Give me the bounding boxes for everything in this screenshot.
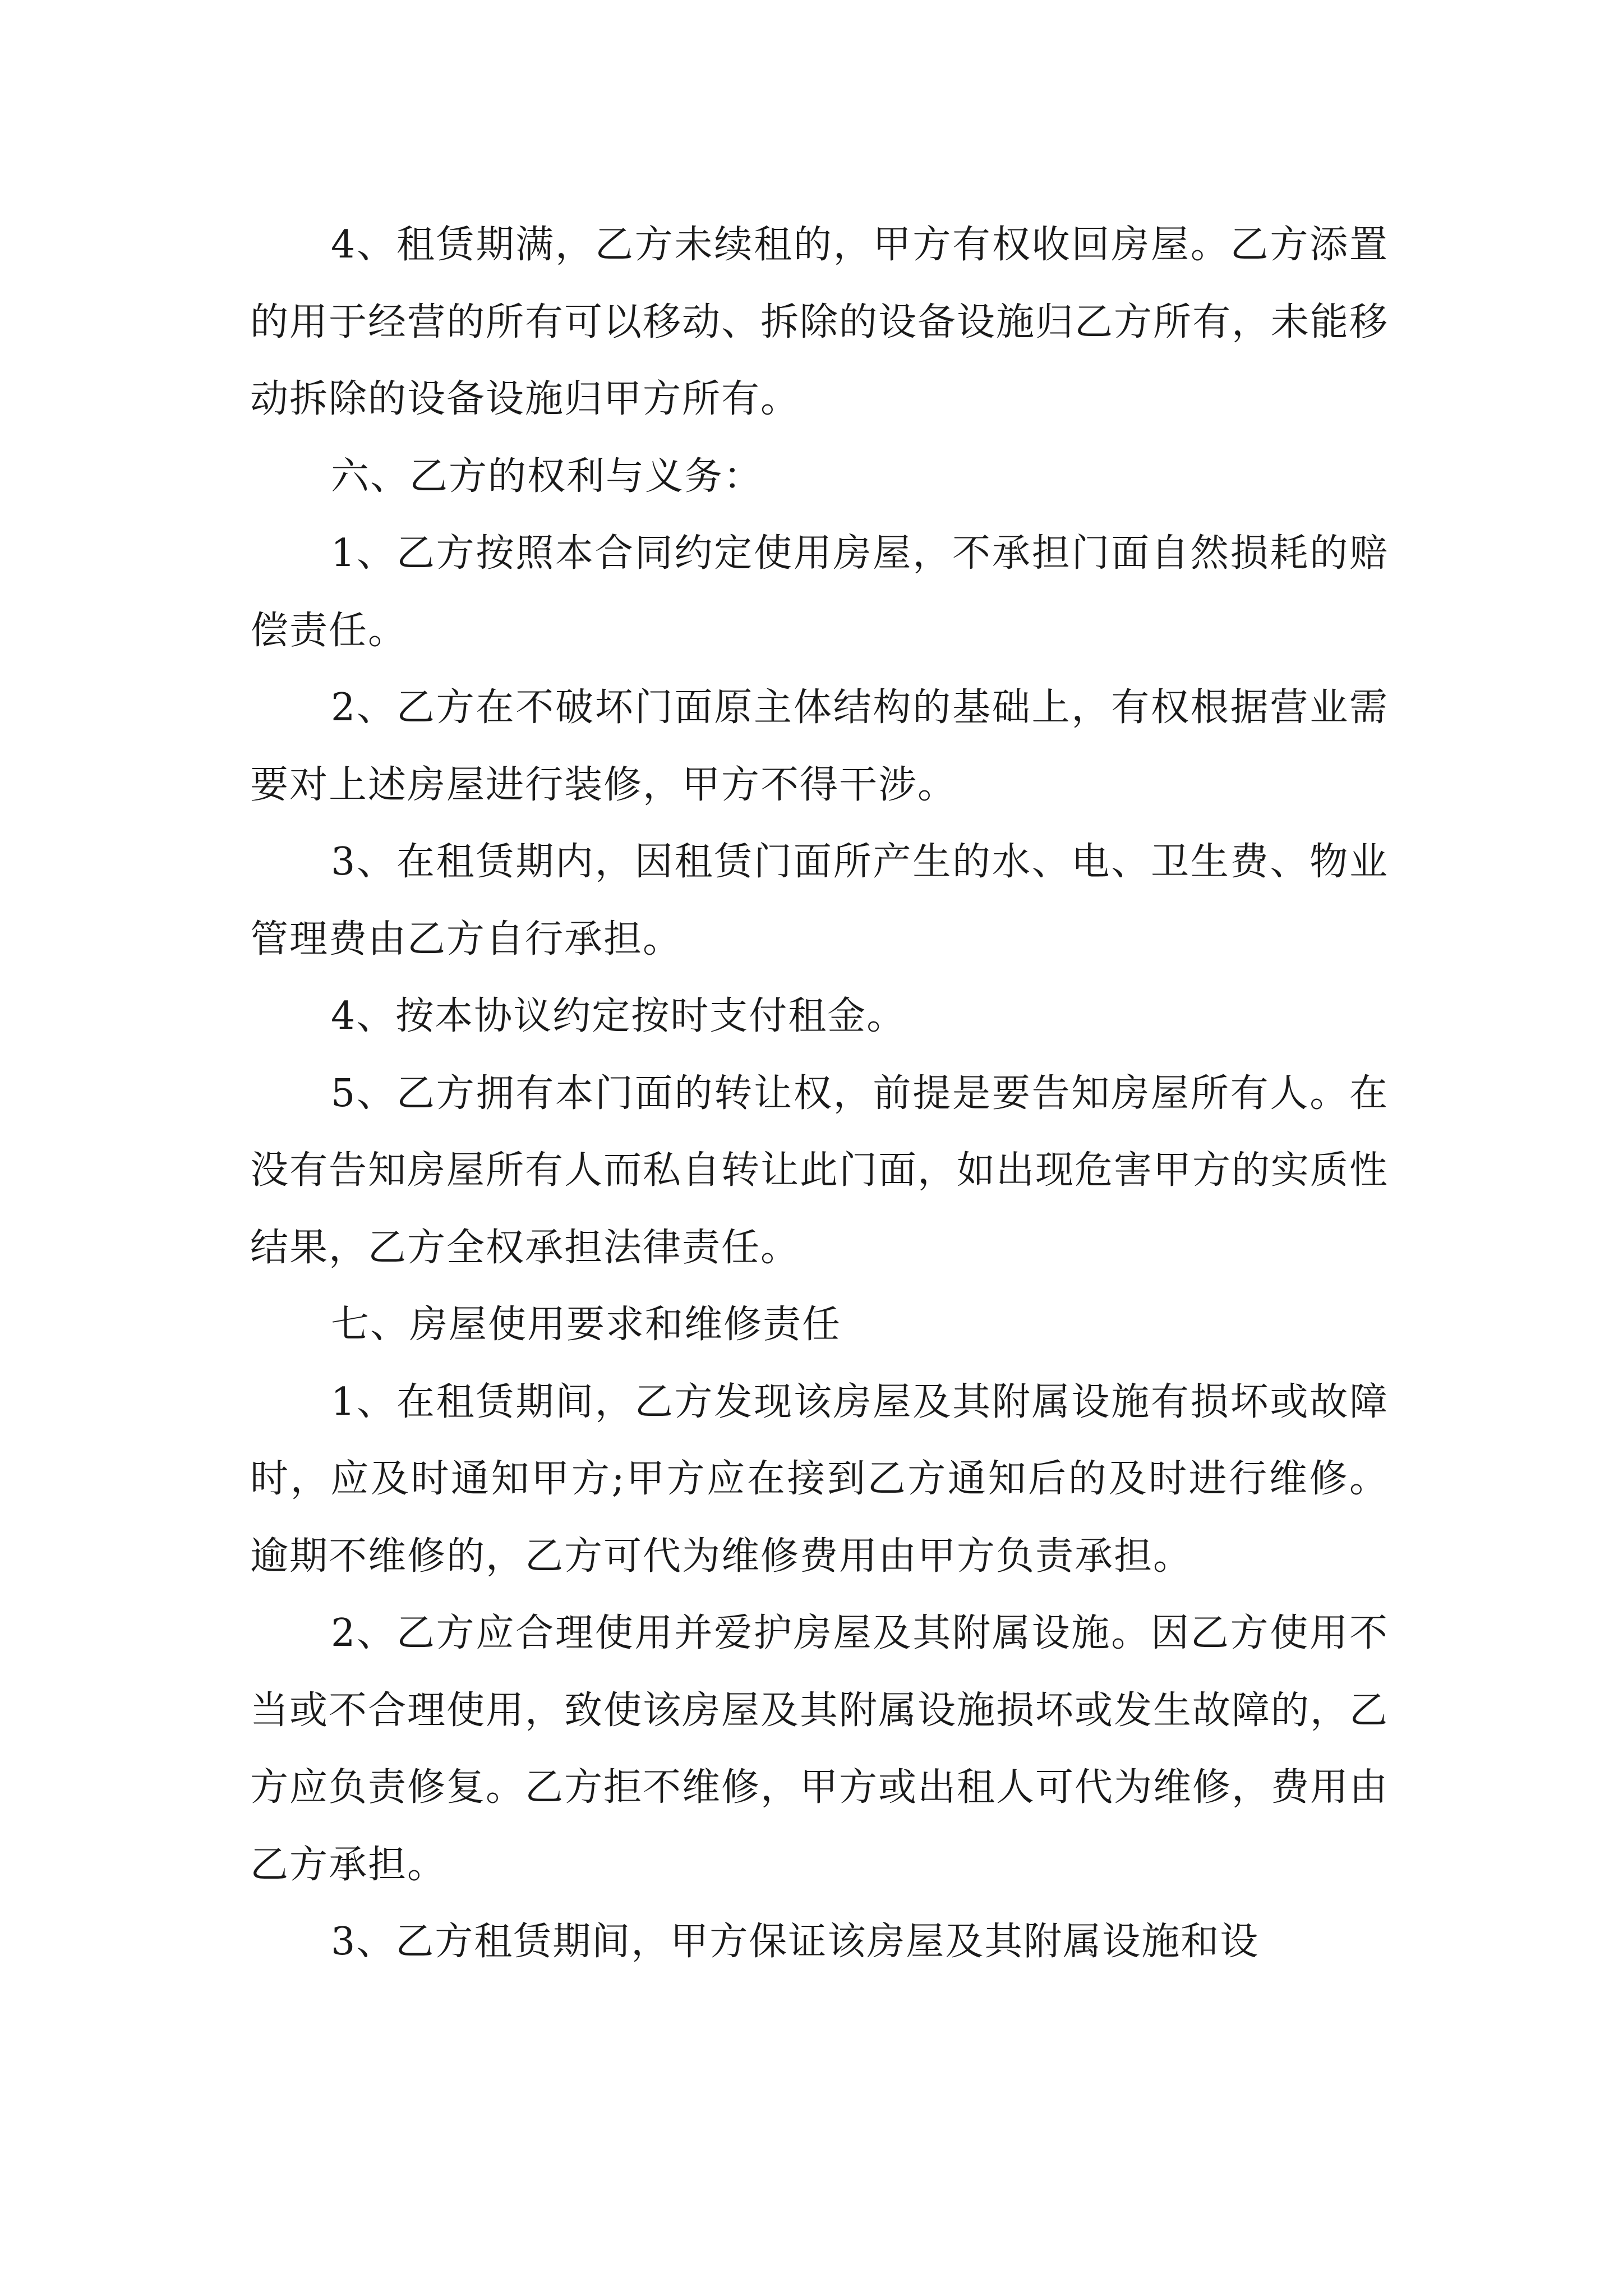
paragraph-clause-1-use: 1、乙方按照本合同约定使用房屋，不承担门面自然损耗的赔偿责任。 bbox=[250, 531, 1389, 653]
paragraph-clause-5-transfer: 5、乙方拥有本门面的转让权，前提是要告知房屋所有人。在没有告知房屋所有人而私自转让此门面，如出现危害甲方的实质性结果，乙方全权承担法律责任。 bbox=[250, 1071, 1389, 1270]
paragraph-clause-2-proper-use: 2、乙方应合理使用并爱护房屋及其附属设施。因乙方使用不当或不合理使用，致使该房屋及其附属设施损坏或发生故障的，乙方应负责修复。乙方拒不维修，甲方或出租人可代为维修，费用由乙方承担。 bbox=[250, 1611, 1389, 1887]
paragraph-clause-4-rent: 4、按本协议约定按时支付租金。 bbox=[331, 994, 906, 1038]
contract-text-body bbox=[250, 206, 1389, 1981]
paragraph-clause-1-repairs: 1、在租赁期间，乙方发现该房屋及其附属设施有损坏或故障时，应及时通知甲方;甲方应在接到乙方通知后的及时进行维修。逾期不维修的，乙方可代为维修费用由甲方负责承担。 bbox=[250, 1379, 1389, 1579]
section-heading-6-tenant-rights: 六、乙方的权利与义务： bbox=[331, 454, 763, 499]
paragraph-clause-3-guarantee: 3、乙方租赁期间，甲方保证该房屋及其附属设施和设 bbox=[331, 1920, 1260, 1964]
section-heading-7-maintenance: 七、房屋使用要求和维修责任 bbox=[331, 1303, 842, 1347]
paragraph-clause-3-utilities: 3、在租赁期内，因租赁门面所产生的水、电、卫生费、物业管理费由乙方自行承担。 bbox=[250, 840, 1389, 961]
paragraph-clause-4-lease-expiry: 4、租赁期满，乙方未续租的，甲方有权收回房屋。乙方添置的用于经营的所有可以移动、拆除的设备设施归乙方所有，未能移动拆除的设备设施归甲方所有。 bbox=[250, 223, 1389, 421]
paragraph-clause-2-renovation: 2、乙方在不破坏门面原主体结构的基础上，有权根据营业需要对上述房屋进行装修，甲方不得干涉。 bbox=[250, 685, 1389, 807]
